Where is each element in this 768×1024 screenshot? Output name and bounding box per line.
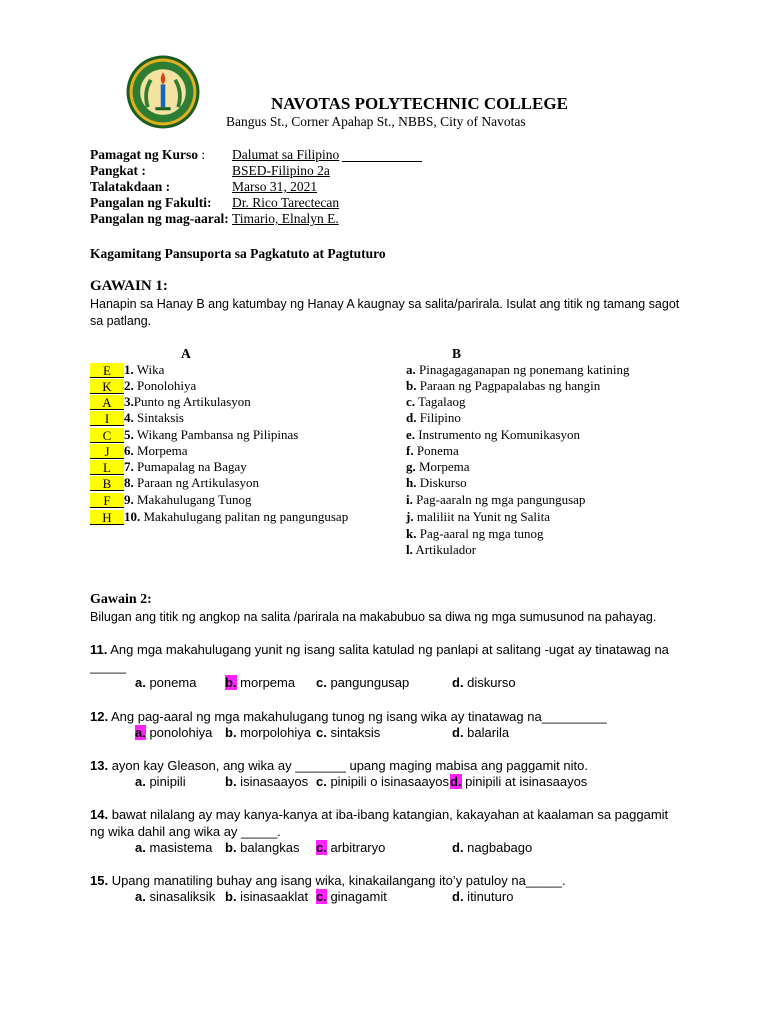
option-c[interactable]: c. pangungusap — [316, 675, 410, 690]
gawain1-title: GAWAIN 1: — [90, 278, 168, 294]
info-value: Timario, Elnalyn E. — [232, 211, 339, 226]
info-value: Dalumat sa Filipino — [232, 147, 340, 162]
choice-item: g. Morpema — [406, 459, 470, 474]
info-row-student — [90, 211, 430, 228]
option-b[interactable]: b. morpolohiya — [225, 725, 311, 740]
section-title: Kagamitang Pansuporta sa Pagkatuto at Pagtuturo — [90, 246, 386, 261]
question-11: 11. Ang mga makahulugang yunit ng isang salita katulad ng panlapi at salitang -ugat ay tinatawag na _____ — [90, 642, 669, 674]
column-a-heading: A — [181, 346, 191, 361]
college-name: NAVOTAS POLYTECHNIC COLLEGE — [271, 94, 568, 113]
gawain1-instructions: Hanapin sa Hanay B ang katumbay ng Hanay A kaugnay sa salita/parirala. Isulat ang titik ng tamang sagot sa patlang. — [90, 297, 680, 328]
question-11-options — [135, 675, 615, 691]
info-label: Pamagat ng Kurso : — [90, 147, 206, 162]
info-label: Talatakdaan : — [90, 179, 171, 194]
matching-item: B 8. Paraan ng Artikulasyon — [90, 475, 259, 491]
answer-blank[interactable]: L — [90, 460, 124, 475]
option-c[interactable]: c. ginagamit — [316, 889, 387, 904]
choice-item: j. maliliit na Yunit ng Salita — [406, 509, 550, 524]
answer-blank[interactable]: I — [90, 411, 124, 426]
matching-item: E 1. Wika — [90, 362, 164, 378]
info-label: Pangalan ng Fakulti: — [90, 195, 212, 210]
question-12-options — [135, 725, 615, 741]
answer-blank[interactable]: F — [90, 493, 124, 508]
option-a[interactable]: a. masistema — [135, 840, 213, 855]
question-14-options — [135, 840, 615, 856]
gawain2-instructions: Bilugan ang titik ng angkop na salita /parirala na makabubuo sa diwa ng mga sumusunod na pahayag. — [90, 610, 657, 624]
answer-blank[interactable]: K — [90, 379, 124, 394]
choice-item: b. Paraan ng Pagpapalabas ng hangin — [406, 378, 601, 393]
option-a[interactable]: a. pinipili — [135, 774, 186, 789]
option-c[interactable]: c. arbitraryo — [316, 840, 386, 855]
question-13-options — [135, 774, 615, 790]
choice-item: a. Pinagagaganapan ng ponemang katining — [406, 362, 630, 377]
info-value: Dr. Rico Tarectecan — [232, 195, 340, 210]
option-d[interactable]: d. balarila — [452, 725, 510, 740]
question-15: 15. Upang manatiling buhay ang isang wika, kinakailangang ito’y patuloy na_____. — [90, 873, 566, 888]
option-d[interactable]: d. diskurso — [452, 675, 516, 690]
option-b[interactable]: b. isinasaaklat — [225, 889, 309, 904]
option-a[interactable]: a. ponolohiya — [135, 725, 213, 740]
question-15-options — [135, 889, 615, 905]
info-label: Pangalan ng mag-aaral: — [90, 211, 229, 226]
info-row-schedule — [90, 179, 430, 196]
info-row-section — [90, 163, 430, 180]
option-b[interactable]: b. morpema — [225, 675, 296, 690]
question-13: 13. ayon kay Gleason, ang wika ay _______ upang maging mabisa ang paggamit nito. — [90, 758, 588, 773]
answer-blank[interactable]: A — [90, 395, 124, 410]
gawain2-title: Gawain 2: — [90, 592, 152, 607]
matching-item: J 6. Morpema — [90, 443, 188, 459]
choice-item: k. Pag-aaral ng mga tunog — [406, 526, 544, 541]
matching-item: K 2. Ponolohiya — [90, 378, 196, 394]
option-c[interactable]: c. sintaksis — [316, 725, 381, 740]
choice-item: l. Artikulador — [406, 542, 477, 557]
option-d[interactable]: d. pinipili at isinasaayos — [450, 774, 588, 789]
choice-item: e. Instrumento ng Komunikasyon — [406, 427, 581, 442]
column-b-heading: B — [452, 346, 462, 361]
info-row-course — [90, 147, 430, 164]
college-seal-icon — [125, 54, 201, 130]
info-value: BSED-Filipino 2a — [232, 163, 330, 178]
matching-item: A 3.Punto ng Artikulasyon — [90, 394, 251, 410]
choice-item: h. Diskurso — [406, 475, 467, 490]
info-value: Marso 31, 2021 — [232, 179, 318, 194]
question-12: 12. Ang pag-aaral ng mga makahulugang tunog ng isang wika ay tinatawag na_________ — [90, 709, 607, 724]
option-a[interactable]: a. sinasaliksik — [135, 889, 216, 904]
option-d[interactable]: d. itinuturo — [452, 889, 514, 904]
option-d[interactable]: d. nagbabago — [452, 840, 533, 855]
option-c[interactable]: c. pinipili o isinasaayos — [316, 774, 449, 789]
option-b[interactable]: b. isinasaayos — [225, 774, 309, 789]
matching-item: C 5. Wikang Pambansa ng Pilipinas — [90, 427, 298, 443]
college-address: Bangus St., Corner Apahap St., NBBS, City of Navotas — [226, 114, 526, 129]
underline-fill — [342, 147, 422, 162]
choice-item: f. Ponema — [406, 443, 459, 458]
choice-item: c. Tagalaog — [406, 394, 466, 409]
matching-item: H 10. Makahulugang palitan ng pangungusap — [90, 509, 348, 525]
matching-item: F 9. Makahulugang Tunog — [90, 492, 251, 508]
info-label: Pangkat : — [90, 163, 146, 178]
answer-blank[interactable]: E — [90, 363, 124, 378]
choice-item: i. Pag-aaraln ng mga pangungusap — [406, 492, 586, 507]
matching-item: I 4. Sintaksis — [90, 410, 184, 426]
answer-blank[interactable]: J — [90, 444, 124, 459]
question-14: 14. bawat nilalang ay may kanya-kanya at iba-ibang katangian, kakayahan at kaalaman sa paggamit ng wika dahil ang wika ay _____. — [90, 807, 669, 839]
answer-blank[interactable]: B — [90, 476, 124, 491]
answer-blank[interactable]: H — [90, 510, 124, 525]
choice-item: d. Filipino — [406, 410, 461, 425]
option-b[interactable]: b. balangkas — [225, 840, 300, 855]
answer-blank[interactable]: C — [90, 428, 124, 443]
option-a[interactable]: a. ponema — [135, 675, 197, 690]
info-row-faculty — [90, 195, 430, 212]
matching-item: L 7. Pumapalag na Bagay — [90, 459, 247, 475]
